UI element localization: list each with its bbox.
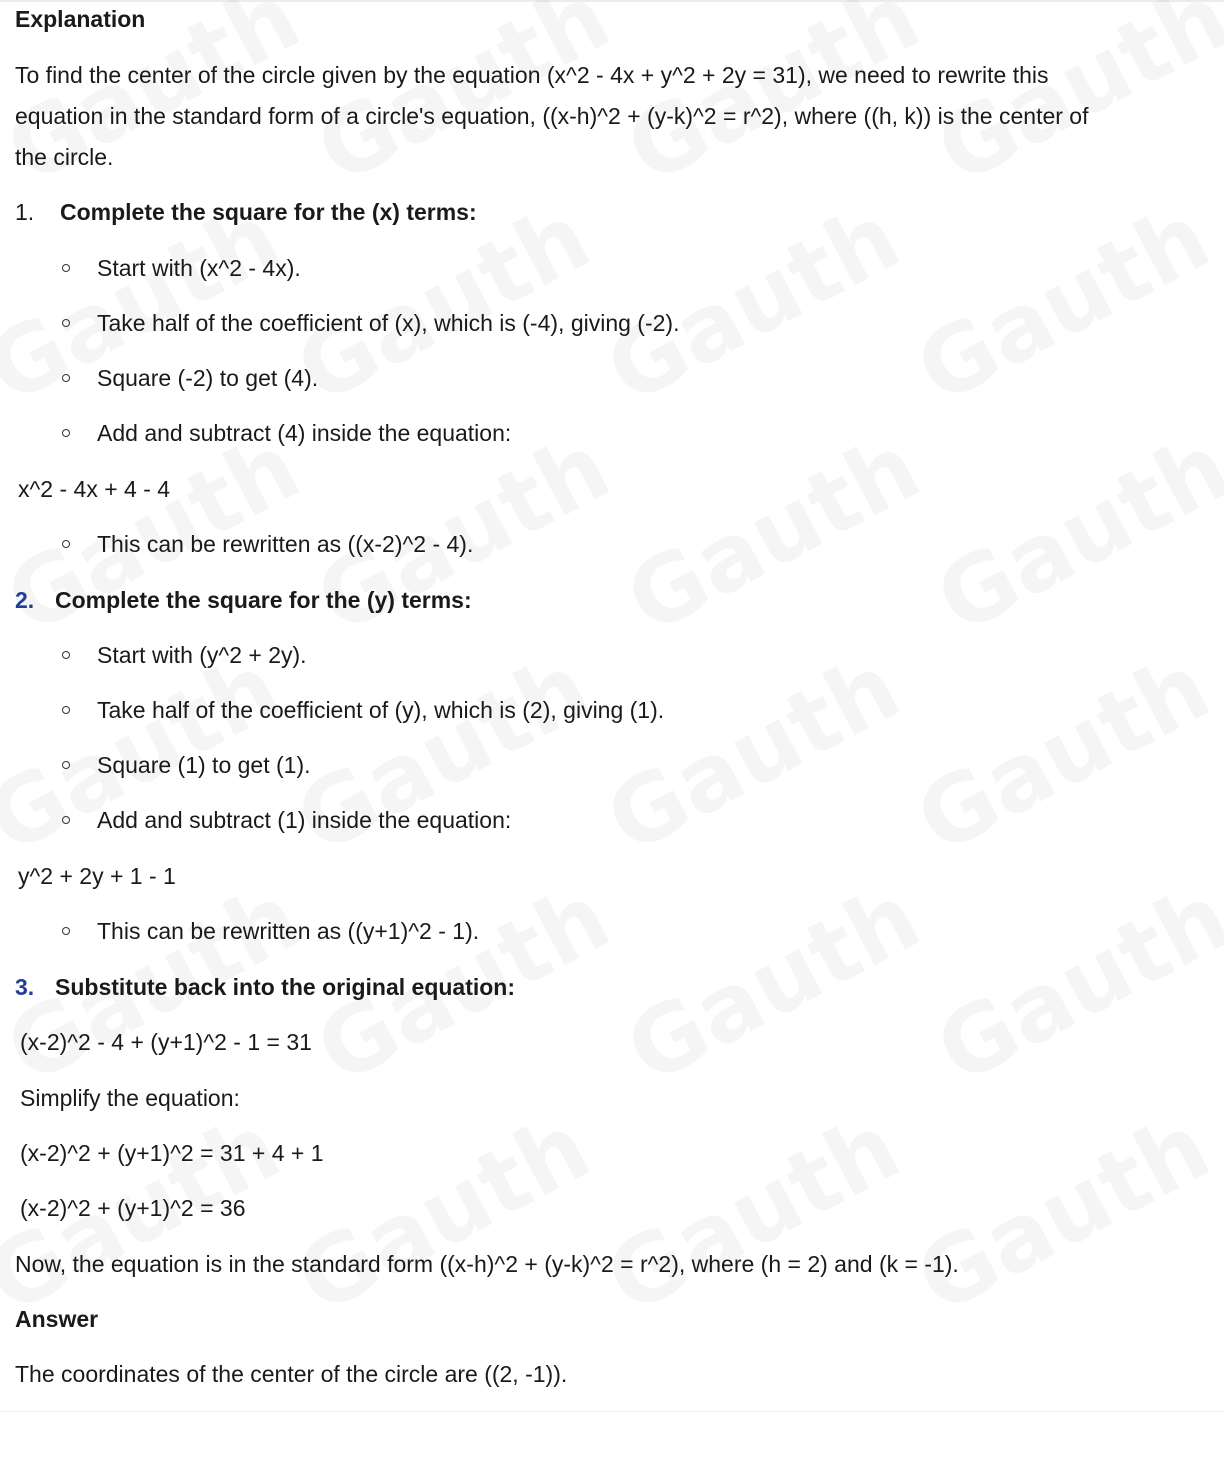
watermark-gauth xyxy=(590,183,916,424)
step2-bullet-4: Add and subtract (1) inside the equation: xyxy=(97,807,512,833)
bullet-icon xyxy=(62,927,70,935)
answer-text: The coordinates of the center of the circle are ((2, -1)). xyxy=(15,1361,568,1387)
bullet-icon xyxy=(62,374,70,382)
bullet-icon xyxy=(62,429,70,437)
watermark-gauth xyxy=(590,1093,916,1334)
step2-heading: Complete the square for the (y) terms: xyxy=(55,587,472,613)
watermark-gauth xyxy=(280,1093,606,1334)
step1-bullet-1: Start with (x^2 - 4x). xyxy=(97,255,301,281)
step2-bullet-3: Square (1) to get (1). xyxy=(97,752,311,778)
step1-bullet-4: Add and subtract (4) inside the equation: xyxy=(97,420,512,446)
watermark-gauth xyxy=(610,863,936,1104)
watermark-gauth xyxy=(920,413,1224,654)
watermark-gauth xyxy=(900,633,1224,874)
step2-bullet-1: Start with (y^2 + 2y). xyxy=(97,642,307,668)
step1-rewrite: This can be rewritten as ((x-2)^2 - 4). xyxy=(97,531,474,557)
step1-heading: Complete the square for the (x) terms: xyxy=(60,199,477,225)
step3-number: 3. xyxy=(15,974,35,1000)
watermark-gauth xyxy=(590,633,916,874)
watermark-gauth xyxy=(280,633,606,874)
step1-bullet-3: Square (-2) to get (4). xyxy=(97,365,319,391)
step2-number: 2. xyxy=(15,587,35,613)
step1-expression: x^2 - 4x + 4 - 4 xyxy=(18,476,171,502)
step3-simplify-label: Simplify the equation: xyxy=(20,1085,240,1111)
explanation-title: Explanation xyxy=(15,6,146,32)
intro-line-1: To find the center of the circle given by the equation (x^2 - 4x + y^2 + 2y = 31), we need to rewrite this xyxy=(15,62,1049,88)
step3-simplified-1: (x-2)^2 + (y+1)^2 = 31 + 4 + 1 xyxy=(20,1140,324,1166)
step3-heading: Substitute back into the original equation: xyxy=(55,974,516,1000)
watermark-gauth xyxy=(610,413,936,654)
step3-simplified-2: (x-2)^2 + (y+1)^2 = 36 xyxy=(20,1195,246,1221)
bullet-icon xyxy=(62,816,70,824)
bullet-icon xyxy=(62,319,70,327)
bullet-icon xyxy=(62,540,70,548)
intro-line-2: equation in the standard form of a circle's equation, ((x-h)^2 + (y-k)^2 = r^2), where ((h, k)) is the center of xyxy=(15,103,1089,129)
step2-rewrite: This can be rewritten as ((y+1)^2 - 1). xyxy=(97,918,480,944)
step2-bullet-2: Take half of the coefficient of (y), which is (2), giving (1). xyxy=(97,697,665,723)
bottom-divider xyxy=(0,1411,1224,1412)
bullet-icon xyxy=(62,706,70,714)
answer-title: Answer xyxy=(15,1306,99,1332)
step1-number: 1. xyxy=(15,199,35,225)
step2-expression: y^2 + 2y + 1 - 1 xyxy=(18,863,176,889)
step1-bullet-2: Take half of the coefficient of (x), which is (-4), giving (-2). xyxy=(97,310,680,336)
watermark-gauth xyxy=(900,1093,1224,1334)
watermark-gauth xyxy=(900,183,1224,424)
bullet-icon xyxy=(62,264,70,272)
intro-line-3: the circle. xyxy=(15,144,114,170)
bullet-icon xyxy=(62,761,70,769)
step3-conclusion: Now, the equation is in the standard form ((x-h)^2 + (y-k)^2 = r^2), where (h = 2) and (k = -1). xyxy=(15,1251,959,1277)
top-divider xyxy=(0,0,1224,2)
step3-equation: (x-2)^2 - 4 + (y+1)^2 - 1 = 31 xyxy=(20,1029,312,1055)
watermark-gauth xyxy=(920,863,1224,1104)
bullet-icon xyxy=(62,651,70,659)
